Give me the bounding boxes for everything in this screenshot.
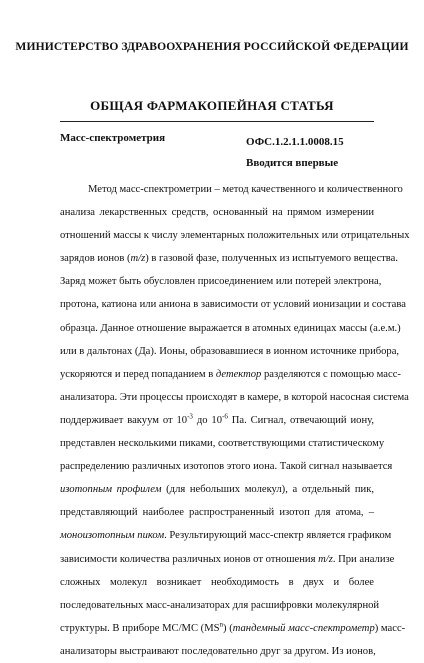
body-line bbox=[60, 548, 395, 571]
body-line: анализаторы выстраивают последовательно друг за другом. Из ионов, bbox=[60, 645, 376, 657]
article-status: Вводится впервые bbox=[246, 157, 339, 169]
document-title: ОБЩАЯ ФАРМАКОПЕЙНАЯ СТАТЬЯ bbox=[90, 98, 334, 113]
text-run: зарядов ионов ( bbox=[60, 253, 131, 265]
text-run: зависимости количества различных ионов от отношения bbox=[60, 553, 319, 565]
body-line bbox=[60, 617, 406, 640]
text-run: ) ( bbox=[223, 622, 233, 634]
exponent: -6 bbox=[222, 412, 228, 421]
term-tandem-ms: тандемный масс-спектрометр bbox=[232, 622, 375, 634]
body-line: Заряд может быть обусловлен присоединением или потерей электрона, bbox=[60, 276, 382, 288]
body-line: представляющий наиболее распространенный изотоп для атома, – bbox=[60, 507, 374, 519]
term-isotope-profile: изотопным профилем bbox=[60, 484, 162, 496]
text-run: (для небольших молекул), а отдельный пик, bbox=[161, 484, 374, 496]
body-line bbox=[60, 363, 401, 386]
body-line: отношений массы к числу элементарных положительных или отрицательных bbox=[60, 230, 410, 242]
text-run: . Результирующий масс-спектр является графиком bbox=[164, 530, 392, 542]
article-code: ОФС.1.2.1.1.0008.15 bbox=[246, 136, 344, 148]
body-line bbox=[60, 409, 374, 432]
body-line: сложных молекул возникает необходимость в двух и более bbox=[60, 576, 374, 588]
title-divider bbox=[60, 121, 374, 122]
text-run: до 10 bbox=[192, 414, 222, 426]
ratio-symbol: m/z bbox=[130, 253, 146, 265]
ministry-header: МИНИСТЕРСТВО ЗДРАВООХРАНЕНИЯ РОССИЙСКОЙ ФЕДЕРАЦИИ bbox=[15, 40, 409, 53]
body-line: образца. Данное отношение выражается в атомных единицах массы (а.е.м.) bbox=[60, 322, 401, 334]
ratio-symbol: m/z bbox=[318, 553, 333, 565]
text-run: разделяются с помощью масс- bbox=[261, 368, 401, 380]
article-meta bbox=[246, 132, 344, 174]
text-run: ускоряются и перед попаданием в bbox=[60, 368, 216, 380]
body-text bbox=[60, 178, 410, 663]
exponent: n bbox=[219, 620, 224, 629]
text-run: поддерживает вакуум от 10 bbox=[60, 414, 188, 426]
exponent: -3 bbox=[187, 412, 193, 421]
term-detector: детектор bbox=[215, 368, 262, 380]
body-line: анализа лекарственных средств, основанный на прямом измерении bbox=[60, 207, 374, 219]
body-line: анализатора. Эти процессы происходят в камере, в которой насосная система bbox=[60, 391, 409, 403]
text-run: структуры. В приборе МС/МС (MS bbox=[60, 622, 220, 634]
body-line: или в дальтонах (Да). Ионы, образовавшиеся в ионном источнике прибора, bbox=[60, 345, 400, 357]
body-line: распределению различных изотопов этого иона. Такой сигнал называется bbox=[60, 461, 393, 473]
body-line bbox=[60, 524, 392, 547]
body-line: представлен несколькими пиками, соответствующими статистическому bbox=[60, 438, 385, 450]
body-line: Метод масс-спектрометрии – метод качественного и количественного bbox=[88, 184, 403, 195]
body-line bbox=[60, 478, 374, 501]
term-monoisotopic-peak: моноизотопным пиком bbox=[60, 530, 165, 542]
text-run: ) масс- bbox=[374, 622, 406, 634]
article-subject: Масс-спектрометрия bbox=[60, 132, 166, 144]
body-line: последовательных масс-анализаторах для расшифровки молекулярной bbox=[60, 599, 380, 611]
body-line bbox=[60, 247, 399, 270]
body-line: протона, катиона или аниона в зависимости от условий ионизации и состава bbox=[60, 299, 406, 311]
text-run: ) в газовой фазе, полученных из испытуемого вещества. bbox=[145, 253, 399, 265]
text-run: . При анализе bbox=[332, 553, 395, 565]
text-run: Па. Сигнал, отвечающий иону, bbox=[227, 414, 375, 426]
